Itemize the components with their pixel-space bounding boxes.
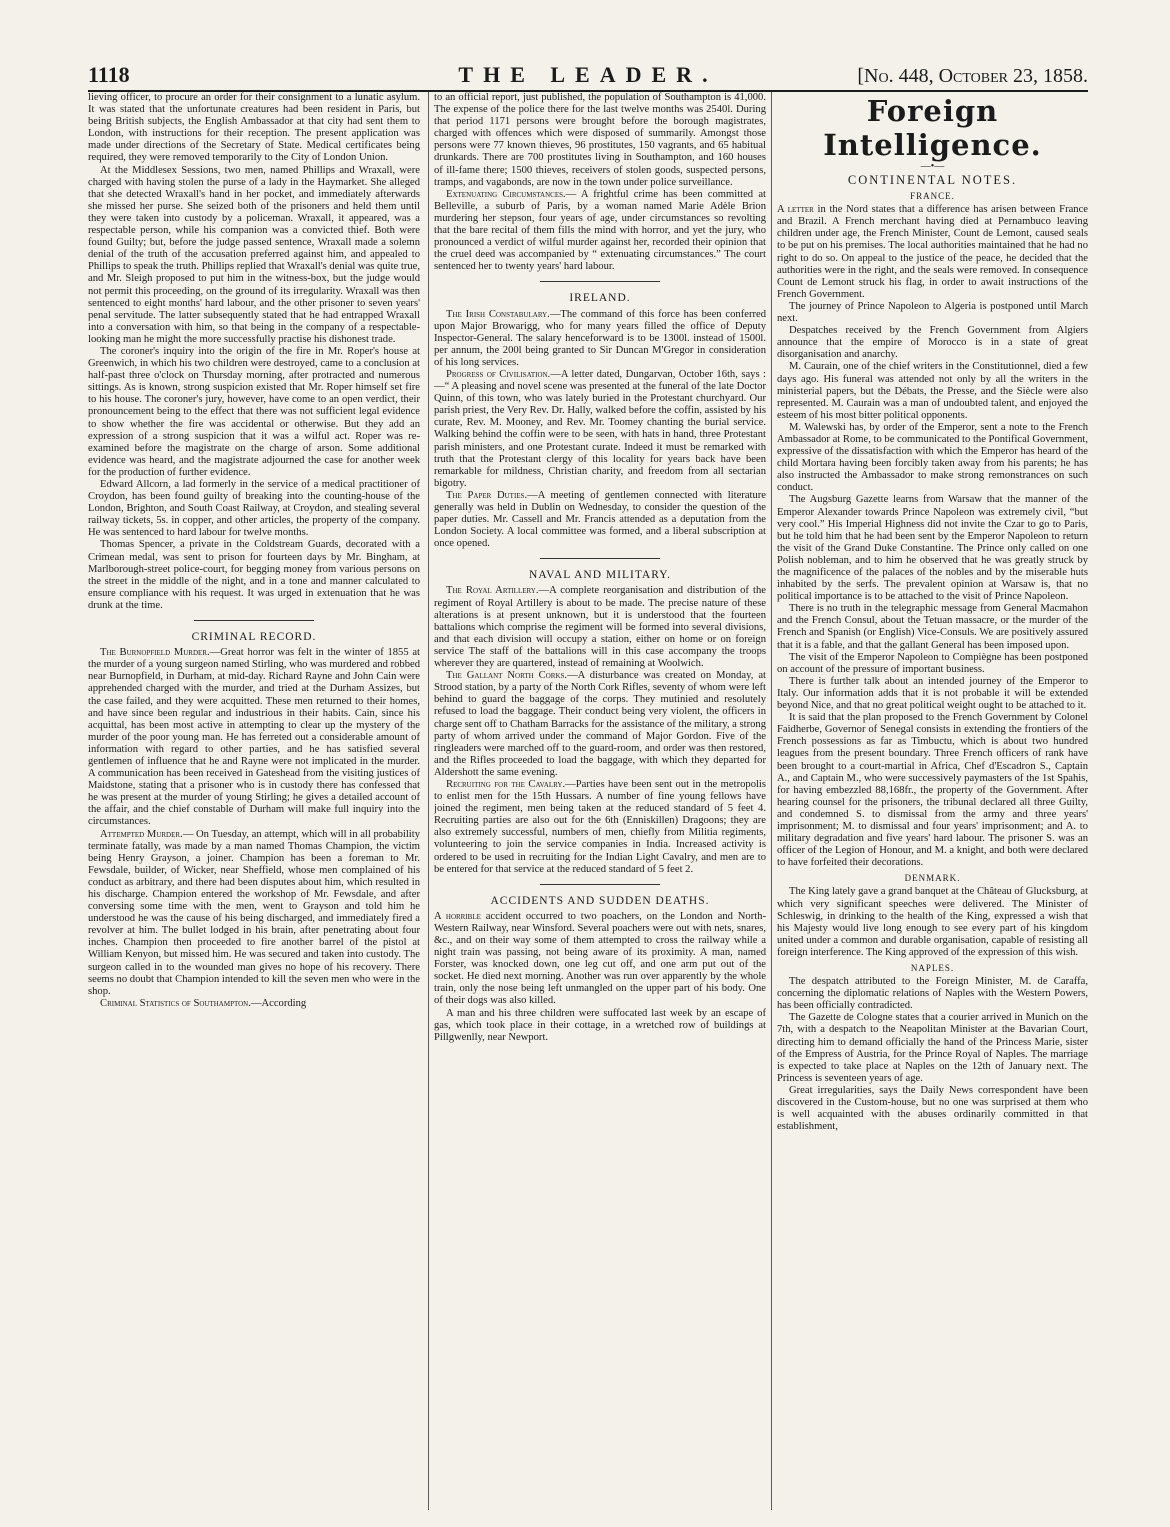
article-paragraph [434, 369, 766, 490]
column-rule [771, 92, 772, 1510]
lead-in: Recruiting for the Cavalry. [446, 778, 566, 790]
paragraph-text: —According [250, 997, 307, 1009]
article-paragraph [88, 647, 420, 828]
article-paragraph [434, 670, 766, 779]
article-paragraph: The journey of Prince Napoleon to Algeria is postponed until March next. [777, 300, 1088, 325]
paragraph-text: —A complete reorganisation and distribution of the regiment of Royal Artillery is about to be made. The precise nature of these alterations is at present unknown, but it is understood that the fourteen battalions which comprise the regiment will be formed into several divisions, and that each division will occupy a station, either on home or on foreign service The staff of the battalions will in this case accompany the troops wherever they are quartered, instead of remaining at Woolwich. [434, 585, 766, 670]
lead-in: Progress of Civilisation. [446, 368, 551, 380]
column-3 [777, 92, 1088, 1512]
section-divider [540, 281, 660, 282]
section-divider [194, 620, 314, 621]
article-paragraph: There is no truth in the telegraphic message from General Macmahon and the French Consul, about the Tetuan massacre, or the murder of the French and Spanish (or English) Vice-Consuls. We are positively assured that it is a fable, and that the gallant General has been imposed upon. [777, 603, 1088, 651]
lead-in: The Paper Duties. [446, 489, 528, 501]
lead-in: The Burnopfield Murder. [100, 647, 210, 659]
page-header [88, 64, 1088, 92]
lead-in: The Royal Artillery. [446, 585, 539, 597]
paragraph-text: —Parties have been sent out in the metropolis to enlist men for the 15th Hussars. A number of fine young fellows have joined the regiment, men being taken at the reduced standard of 5 feet 4. Recruiting parties are also out for the 6th (Enniskillen) Dragoons; they are also extremely successful, numbers of men, chiefly from Militia regiments, volunteering to join the service companies in India. Increased activity is ordered to be used in recruiting for the Indian Light Cavalry, and men are to be entered for that service at the reduced standard of 5 feet 2. [434, 778, 766, 875]
subheading-naples: NAPLES. [910, 963, 955, 973]
article-paragraph: lieving officer, to procure an order for their consignment to a lunatic asylum. It was stated that the unfortunate creatures had been resident in Paris, but being British subjects, the English Ambassador at that city had sent them to London, with instructions for their reception. The present application was made under directions of the Secretary of State. Medical certificates being required, they were removed temporarily to the City of London Union. [88, 92, 420, 164]
column-rule [428, 92, 429, 1510]
article-paragraph [434, 189, 766, 274]
paragraph-text: accident occurred to two poachers, on the London and North-Western Railway, near Winsford. Several poachers were out with nets, snares, &c., and on their way some of them attempted to cross the railway while a night train was passing, not being aware of its proximity. A man, named Forster, was knocked down, one leg cut off, and one arm put out of the socket. He died next morning. Another was run over apparently by the whole train, only the nose being left unmangled on the upper part of his body. One of their dogs was also killed. [434, 910, 766, 1007]
article-paragraph [434, 585, 766, 670]
paragraph-text: —Great horror was felt in the winter of 1855 at the murder of a young surgeon named Stirling, who was murdered and robbed near Burnopfield, in Durham, at mid-day. Richard Rayne and John Cain were apprehended charged with the murder, and tried at the Durham Assizes, but the case failed, and they were acquitted. These men returned to their homes, and have since been regular and industrious in their habits. Cain, since his acquittal, has been most active in attempting to clear up the mystery of the murder of the poor young man. He has ferreted out a considerable amount of information with regard to other parties, and he has satisfied several gentlemen of influence that he and Rayne were not implicated in the murder. A communication has been received in Gateshead from the visiting justices of Maidstone, stating that a prisoner who is in custody there has confessed that he was present at the murder of young Stirling; he gives a detailed account of the affair, and the chief constable of Durham will make full inquiry into the circumstances. [88, 647, 420, 828]
article-paragraph: to an official report, just published, the population of Southampton is 41,000. The expense of the police there for the last twelve months was 2540l. During that period 1171 persons were brought before the borough magistrates, charged with offences which were disposed of summarily. Amongst those persons were 77 known thieves, 96 prostitutes, 150 vagrants, and 65 habitual drunkards. There are 700 prostitutes living in Southampton, and 160 houses of ill-fame there; 1500 thieves, receivers of stolen goods, suspected persons, tramps, and vagabonds, are now in the town under police surveillance. [434, 92, 766, 188]
paragraph-text: —A letter dated, Dungarvan, October 16th, says :—“ A pleasing and novel scene was presented at the funeral of the late Doctor Quinn, of this town, who was lately buried in the Protestant churchyard. Our parish priest, the Very Rev. Dr. Hally, walked before the coffin, assisted by his curate, Rev. M. Mooney, and Rev. Mr. Toomey chanting the burial service. Walking behind the coffin were to be seen, with hats in hand, three Protestant parish ministers, and one Protestant curate. Indeed it must be remarked with truth that the Protestant clergy of this locality for years back have been remarkable for mildness, Christian charity, and freedom from all sectarian bigotry. [434, 368, 766, 489]
section-heading-criminal-record: CRIMINAL RECORD. [191, 631, 317, 644]
lead-in: Extenuating Circumstances. [446, 188, 566, 200]
article-paragraph: The visit of the Emperor Napoleon to Compiègne has been postponed on account of the pressure of important business. [777, 651, 1088, 675]
paragraph-text: — A frightful crime has been committed at Belleville, a suburb of Paris, by a woman named Marie Adèle Brion murdering her stepson, four years of age, under circumstances so revolting that the bare recital of them fills the mind with horror, and yet the jury, who pronounced a verdict of wilful murder against her, recorded their opinion that the cruel deed was accompanied by “ extenuating circumstances.” The court sentenced her to twenty years' hard labour. [434, 188, 766, 273]
article-paragraph [434, 911, 766, 1008]
paragraph-text: —The command of this force has been conferred upon Major Browarigg, who for many years filled the office of Deputy Inspector-General. The salary henceforward is to be 1300l. instead of 1500l. per annum, the 200l being granted to Sir Duncan M'Gregor in consideration of his long services. [434, 308, 766, 368]
lead-in: Criminal Statistics of Southampton. [100, 997, 251, 1009]
article-paragraph: M. Walewski has, by order of the Emperor, sent a note to the French Ambassador at Rome, to be communicated to the Pontifical Government, expressive of the dissatisfaction with which the Emperor has heard of the child Mortara having been forcibly taken away from his parents; he has also instructed the Ambassador to make strong remonstrances on such conduct. [777, 421, 1088, 494]
article-paragraph: A man and his three children were suffocated last week by an escape of gas, which took place in their cottage, in a wretched row of buildings at Pillgwenlly, near Newport. [434, 1007, 766, 1043]
lead-in: The Irish Constabulary. [446, 308, 550, 320]
article-paragraph [88, 829, 420, 998]
article-paragraph: Edward Allcorn, a lad formerly in the service of a medical practitioner of Croydon, has been found guilty of breaking into the counting-house of the London, Brighton, and South Coast Railway, at Croydon, and stealing several railway tickets, 5s. in copper, and other articles, the property of the company. He was sentenced to hard labour for twelve months. [88, 479, 420, 539]
article-paragraph: Thomas Spencer, a private in the Coldstream Guards, decorated with a Crimean medal, was sent to prison for fourteen days by Mr. Bingham, at Marlborough-street police-court, for begging money from various persons on the street in the middle of the night, and in a tone and manner calculated to ensure compliance with his request. It was urged in extenuation that he was drunk at the time. [88, 539, 420, 611]
subheading-france: FRANCE. [910, 191, 955, 202]
ornament: —•— [920, 161, 945, 172]
section-heading-ireland: IRELAND. [569, 292, 631, 305]
article-paragraph: M. Caurain, one of the chief writers in the Constitutionnel, died a few days ago. His funeral was attended not only by all the writers in the ministerial papers, but the Débats, the Presse, and the Siècle were also represented. M. Caurain was a man of undoubted talent, and enjoyed the esteem of his most bitter political opponents. [777, 361, 1088, 421]
article-paragraph: The Gazette de Cologne states that a courier arrived in Munich on the 7th, with a despatch to the Neapolitan Minister at the Bavarian Court, directing him to demand officially the hand of the Princess Marie, sister of the Empress of Austria, for the Prince Royal of Naples. The marriage is expected to take place at Naples on the 12th of January next. The Princess is seventeen years of age. [777, 1012, 1088, 1084]
article-paragraph: The King lately gave a grand banquet at the Château of Glucksburg, at which very significant speeches were delivered. The Minister of Schleswig, in drinking to the health of the King, expressed a wish that his Majesty would live long enough to see every part of his kingdom united under a common and durable organisation, capable of resisting all foreign interference. The King approved of the expression of this wish. [777, 886, 1088, 958]
paragraph-text: — On Tuesday, an attempt, which will in all probability terminate fatally, was made by a man named Thomas Champion, the victim being Henry Grayson, a joiner. Champion has been a foreman to Mr. Fewsdale, builder, of Wicker, near Sheffield, whose men complained of his conduct as arbitrary, and there had been disputes about him, which resulted in his discharge. Champion entered the workshop of Mr. Fewsdale, and after conversing some time with the men, went to Grayson and told him he understood he was the cause of his being discharged, and immediately fired a revolver at him. The bullet lodged in his brain, after penetrating about four inches. Champion then proceeded to fire another barrel of the pistol at William Kenyon, but missed him. He was secured and taken into custody. The surgeon called in to the wounded man gives no hope of his recovery. There seems no doubt that Champion intended to kill the seven men who were in the shop. [88, 828, 420, 997]
article-paragraph: It is said that the plan proposed to the French Government by Colonel Faidherbe, Governor of Senegal consists in extending the frontiers of the French possessions as far as Timbuctu, which is about two hundred leagues from the present boundary. Three French officers of rank have been brought to a court-martial in Africa, Chef d'Escadron S., Captain A., and Captain M., who were successively paymasters of the 1st Spahis, for having embezzled 88,168fr., the property of the Government. After hearing counsel for the prisoners, the tribunal declared all three Guilty, and condemned S. to dismissal from the army and three years' imprisonment; M. to dismissal and four years' imprisonment; and A. to military degradation and five years' hard labour. The prisoner S. was an officer of the Legion of Honour, and M. a knight, and both were declared to have forfeited their decorations. [777, 712, 1088, 869]
article-paragraph [434, 309, 766, 369]
paragraph-text: —A disturbance was created on Monday, at Strood station, by a party of the North Cork Rifles, seventy of whom were left behind to guard the baggage of the corps. They mutinied and resolutely refused to load the baggage. Their conduct being very violent, the officers in charge sent off to Chatham Barracks for the assistance of the military, a strong party of whom arrived under the command of Major Gordon. Five of the ringleaders were marched off to the guard-room, and order was then restored, and the Rifles proceeded to load the baggage, with which they departed for Aldershott the same evening. [434, 670, 766, 778]
lead-in: A horrible [434, 910, 481, 922]
foreign-intelligence-title: Foreign Intelligence. [823, 94, 1042, 162]
section-heading-naval-military: NAVAL AND MILITARY. [529, 569, 671, 582]
article-paragraph [434, 490, 766, 550]
subheading-denmark: DENMARK. [904, 873, 961, 884]
article-paragraph [88, 998, 420, 1010]
section-divider [540, 558, 660, 559]
lead-in: Attempted Murder. [100, 828, 183, 840]
article-paragraph: The despatch attributed to the Foreign Minister, M. de Caraffa, concerning the diplomatic relations of Naples with the Western Powers, has been officially contradicted. [777, 976, 1088, 1012]
column-2 [434, 92, 766, 1512]
paragraph-text: —A meeting of gentlemen connected with literature generally was held in Dublin on Wednesday, to consider the question of the paper duties. Mr. Cassell and Mr. Francis attended as a deputation from the London Society. A local committee was formed, and a liberal subscription at once opened. [434, 489, 766, 550]
section-heading-accidents: ACCIDENTS AND SUDDEN DEATHS. [490, 894, 710, 907]
article-paragraph: The Augsburg Gazette learns from Warsaw that the manner of the Emperor Alexander towards Prince Napoleon was extremely civil, “but very cool.” His Imperial Highness did not invite the Czar to go to Paris, but he told him that he had been sent by the Emperor Napoleon to return the visit of the Grand Duke Constantine. The Prince only called on one Polish nobleman, and to him he observed that he was greatly struck by the magnificence of the palaces of the nobles and by the miserable huts inhabited by the serfs. The prevalent opinion at Warsaw is, that no political importance is to be attached to the visit of Prince Napoleon. [777, 494, 1088, 603]
section-divider [540, 884, 660, 885]
article-paragraph [434, 779, 766, 876]
issue-line: [No. 448, October 23, 1858. [857, 65, 1088, 87]
article-paragraph: The coroner's inquiry into the origin of the fire in Mr. Roper's house at Greenwich, in which his two children were destroyed, came to a conclusion at half-past three o'clock on Thursday morning, after protracted and numerous sittings. As is known, strong suspicion existed that Mr. Roper himself set fire to his house. The coroner's jury, however, have come to an open verdict, their pronouncement being to the effect that there was not sufficient legal evidence to show whether the fire was accidental or otherwise. But they add an expression of a strong suspicion that it was a wilful act. Roper was re-examined before the magistrate on the charge of arson. Some additional evidence was heard, and the magistrate adjourned the case for another week for the production of further evidence. [88, 345, 420, 478]
article-paragraph [777, 204, 1088, 301]
article-paragraph: Despatches received by the French Government from Algiers announce that the empire of Morocco is in a state of great disorganisation and anarchy. [777, 325, 1088, 361]
masthead-title: THE LEADER. [458, 62, 718, 87]
lead-in: A letter [777, 204, 814, 216]
paragraph-text: in the Nord states that a difference has arisen between France and Brazil. A French merchant having died at Pernambuco leaving children under age, the French Minister, Count de Lemont, caused seals to be put on his premises. The local authorities maintained that he had no right to do so. On appeal to the justice of the peace, he decided that the authorities were in the right, and the seals were removed. In consequence Count de Lemont struck his flag, in order to await instructions of the French Government. [777, 204, 1088, 300]
article-paragraph: At the Middlesex Sessions, two men, named Phillips and Wraxall, were charged with having stolen the purse of a lady in the Haymarket. She alleged that she detected Wraxall's hand in her pocket, and immediately afterwards she missed her purse. She seized both of the prisoners and held them until they were taken into custody by a policeman. Wraxall, it appeared, was a respectable person, while his companion was a convicted thief. Both were found Guilty; but, before the judge passed sentence, Wraxall made a solemn denial of the truth of the accusation preferred against him, and appealed to Phillips to speak the truth. Phillips replied that Wraxall's denial was quite true, and Mr. Sleigh proposed to put him in the witness-box, but the judge would not permit this proceeding, on the ground of its irregularity. Wraxall was then sentenced to eight months' hard labour, and the other prisoner to seven years' penal servitude. The latter subsequently stated that he had entrapped Wraxall into a conversation with him, so that being in the company of a respectable-looking man he might the more successfully practise his dishonest trade. [88, 164, 420, 345]
article-paragraph: There is further talk about an intended journey of the Emperor to Italy. Our information adds that it is not probable it will be extended beyond Nice, and that no great political weight ought to be attached to it. [777, 675, 1088, 712]
column-1 [88, 92, 420, 1512]
lead-in: The Gallant North Corks. [446, 670, 568, 682]
continental-notes-heading: CONTINENTAL NOTES. [847, 173, 1018, 187]
article-paragraph: Great irregularities, says the Daily News correspondent have been discovered in the Custom-house, but no one was surprised at them who is well acquainted with the abuses ordinarily committed in that establishment, [777, 1084, 1088, 1133]
page-number: 1118 [88, 62, 130, 87]
